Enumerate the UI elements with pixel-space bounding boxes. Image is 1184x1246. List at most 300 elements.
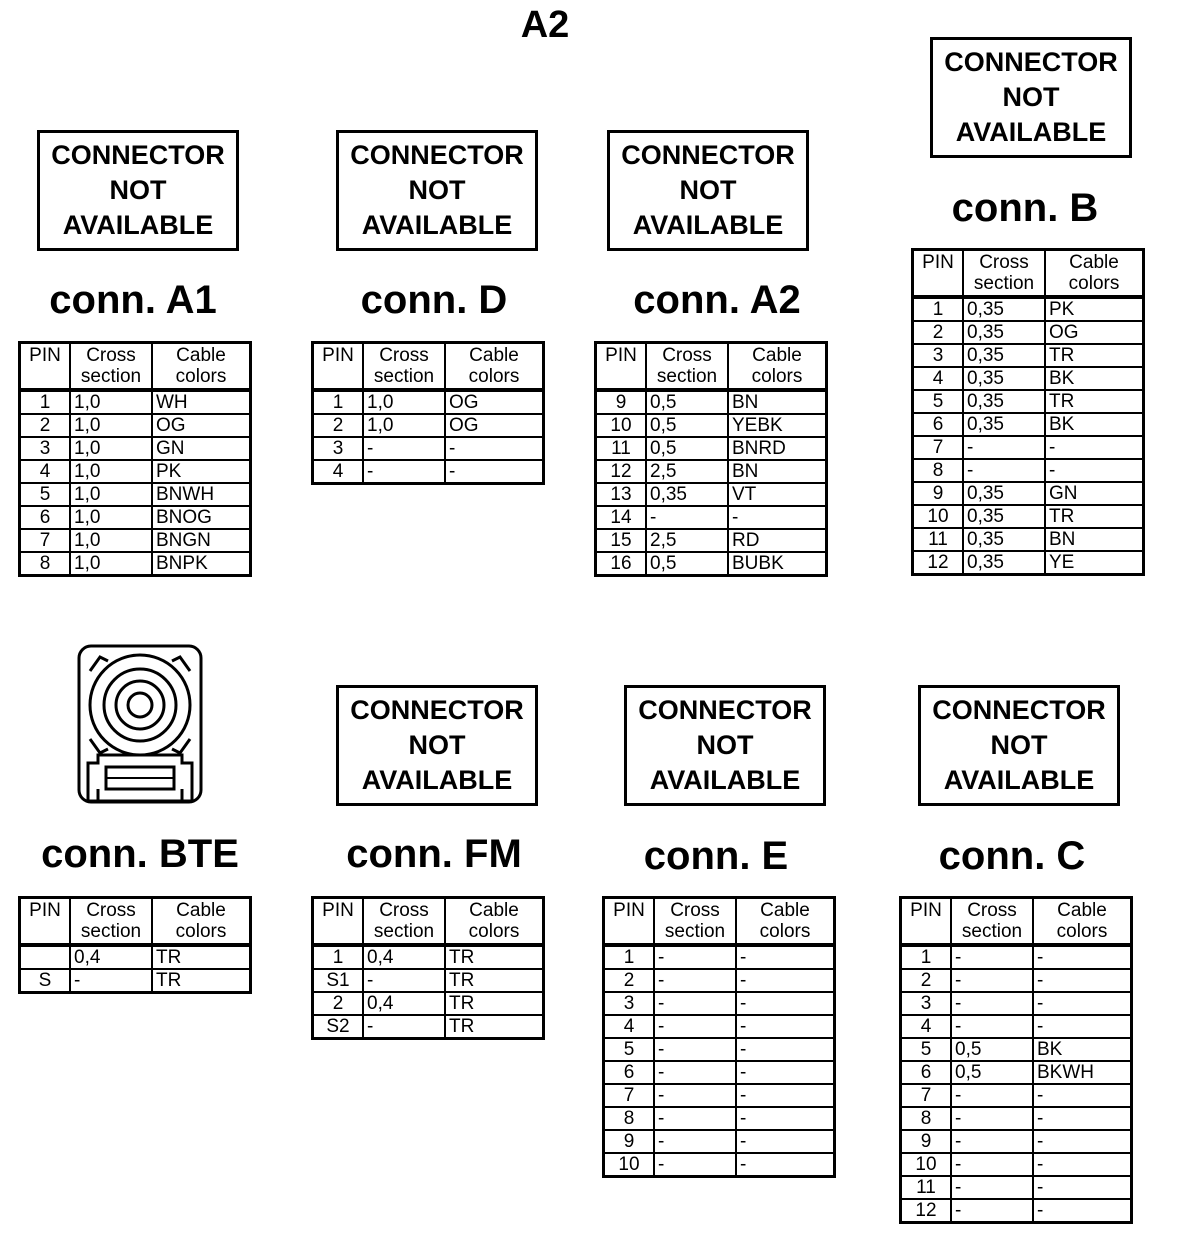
table-row: [596, 529, 827, 552]
pin-cell: 10: [604, 1153, 655, 1177]
table-row: [20, 437, 251, 460]
header-cable-2: colors: [1056, 921, 1108, 942]
header-cross-1: Cross: [86, 900, 136, 921]
table-row: [596, 414, 827, 437]
pin-table-b: [911, 248, 1145, 576]
cross-section-cell: -: [654, 1153, 736, 1177]
connector-not-available-d: [336, 130, 538, 251]
pin-cell: 4: [313, 460, 364, 484]
cable-color-cell: -: [736, 945, 835, 969]
table-row: [901, 1130, 1132, 1153]
pin-cell: 9: [901, 1130, 952, 1153]
header-cable-colors: [152, 343, 251, 391]
header-cable-1: Cable: [469, 900, 519, 921]
pin-cell: 6: [901, 1061, 952, 1084]
pin-cell: S2: [313, 1015, 364, 1039]
cross-section-cell: -: [951, 1107, 1033, 1130]
cross-section-cell: 0,5: [646, 390, 728, 414]
header-cross-2: section: [80, 366, 142, 387]
header-cross-1: Cross: [379, 345, 429, 366]
na-line: AVAILABLE: [62, 210, 214, 240]
table-row: [913, 436, 1144, 459]
cross-section-cell: 0,35: [963, 321, 1045, 344]
pin-cell: 12: [913, 551, 964, 575]
cable-color-cell: BNOG: [152, 506, 251, 529]
table-row: [596, 437, 827, 460]
pin-cell: S1: [313, 969, 364, 992]
table-row: [313, 437, 544, 460]
pin-cell: 16: [596, 552, 647, 576]
pin-cell: 10: [901, 1153, 952, 1176]
cross-section-cell: 0,5: [951, 1061, 1033, 1084]
header-cross-1: Cross: [662, 345, 712, 366]
header-cross-2: section: [961, 921, 1023, 942]
cross-section-cell: -: [951, 1084, 1033, 1107]
cross-section-cell: -: [951, 969, 1033, 992]
na-line: AVAILABLE: [955, 117, 1107, 147]
na-line: CONNECTOR: [51, 140, 225, 170]
cable-color-cell: -: [1033, 945, 1132, 969]
cable-color-cell: -: [1033, 1199, 1132, 1223]
table-row: [20, 969, 251, 993]
table-row: [901, 969, 1132, 992]
cable-color-cell: -: [1033, 1176, 1132, 1199]
header-cross-section: [363, 343, 445, 391]
cable-color-cell: -: [1033, 969, 1132, 992]
cable-color-cell: TR: [1045, 505, 1144, 528]
pin-cell: 6: [604, 1061, 655, 1084]
cable-color-cell: -: [736, 1107, 835, 1130]
na-line: NOT: [679, 175, 737, 205]
cross-section-cell: -: [654, 1015, 736, 1038]
connector-not-available-b: [930, 37, 1132, 158]
table-row: [604, 969, 835, 992]
header-cable-colors: [728, 343, 827, 391]
table-row: [313, 992, 544, 1015]
cable-color-cell: -: [736, 1061, 835, 1084]
na-line: NOT: [408, 175, 466, 205]
cable-color-cell: TR: [152, 945, 251, 969]
cross-section-cell: 0,4: [363, 945, 445, 969]
connector-not-available-a2: [607, 130, 809, 251]
cable-color-cell: BNGN: [152, 529, 251, 552]
table-row: [604, 1061, 835, 1084]
pin-table-bte: [18, 896, 252, 994]
cross-section-cell: 1,0: [363, 414, 445, 437]
cable-color-cell: YE: [1045, 551, 1144, 575]
pin-cell: 8: [604, 1107, 655, 1130]
cross-section-cell: 0,35: [963, 297, 1045, 321]
header-cable-2: colors: [468, 921, 520, 942]
pin-cell: 7: [913, 436, 964, 459]
table-header-row: [313, 898, 544, 946]
na-line: AVAILABLE: [943, 765, 1095, 795]
cable-color-cell: OG: [445, 390, 544, 414]
conn-fm-title: conn. FM: [346, 832, 522, 876]
cross-section-cell: -: [951, 1130, 1033, 1153]
cross-section-cell: -: [654, 945, 736, 969]
header-cable-colors: [152, 898, 251, 946]
pin-cell: 1: [604, 945, 655, 969]
table-header-row: [20, 343, 251, 391]
cable-color-cell: TR: [1045, 390, 1144, 413]
pin-table-d: [311, 341, 545, 485]
table-row: [596, 460, 827, 483]
cross-section-cell: 0,5: [646, 437, 728, 460]
cross-section-cell: -: [951, 1176, 1033, 1199]
table-row: [901, 1038, 1132, 1061]
cable-color-cell: -: [1045, 459, 1144, 482]
table-row: [913, 367, 1144, 390]
cross-section-cell: -: [363, 460, 445, 484]
cable-color-cell: -: [736, 969, 835, 992]
cable-color-cell: -: [1033, 1084, 1132, 1107]
cross-section-cell: -: [654, 1061, 736, 1084]
cable-color-cell: BNWH: [152, 483, 251, 506]
cross-section-cell: -: [951, 1199, 1033, 1223]
header-cross-section: [654, 898, 736, 946]
cable-color-cell: BUBK: [728, 552, 827, 576]
pin-cell: 3: [604, 992, 655, 1015]
cable-color-cell: BK: [1045, 413, 1144, 436]
header-cross-section: [646, 343, 728, 391]
cable-color-cell: -: [1033, 1153, 1132, 1176]
cross-section-cell: 2,5: [646, 529, 728, 552]
connector-not-available-c: [918, 685, 1120, 806]
cross-section-cell: 0,35: [963, 551, 1045, 575]
pin-cell: 5: [913, 390, 964, 413]
na-line: AVAILABLE: [649, 765, 801, 795]
cable-color-cell: -: [1033, 1107, 1132, 1130]
pin-cell: 9: [604, 1130, 655, 1153]
pin-cell: 14: [596, 506, 647, 529]
pin-cell: 3: [901, 992, 952, 1015]
cable-color-cell: TR: [445, 992, 544, 1015]
cross-section-cell: -: [963, 459, 1045, 482]
table-row: [901, 1061, 1132, 1084]
cable-color-cell: BN: [728, 460, 827, 483]
cross-section-cell: -: [951, 1153, 1033, 1176]
cross-section-cell: 1,0: [70, 529, 152, 552]
pin-cell: 8: [913, 459, 964, 482]
table-row: [913, 413, 1144, 436]
na-line: AVAILABLE: [361, 210, 513, 240]
pin-table-c: [899, 896, 1133, 1224]
pin-table-fm: [311, 896, 545, 1040]
na-line: AVAILABLE: [361, 765, 513, 795]
table-row: [20, 414, 251, 437]
cross-section-cell: 1,0: [70, 390, 152, 414]
cable-color-cell: BKWH: [1033, 1061, 1132, 1084]
pin-cell: 8: [20, 552, 71, 576]
table-row: [596, 483, 827, 506]
cross-section-cell: -: [654, 1130, 736, 1153]
cross-section-cell: 0,4: [70, 945, 152, 969]
table-row: [313, 1015, 544, 1039]
na-line: NOT: [109, 175, 167, 205]
header-cable-1: Cable: [1057, 900, 1107, 921]
conn-a1-title: conn. A1: [49, 278, 217, 322]
pin-cell: 5: [20, 483, 71, 506]
cable-color-cell: BN: [1045, 528, 1144, 551]
pin-cell: 10: [913, 505, 964, 528]
header-cable-colors: [736, 898, 835, 946]
pin-cell: 2: [313, 414, 364, 437]
pin-cell: 1: [313, 390, 364, 414]
cable-color-cell: YEBK: [728, 414, 827, 437]
header-pin: PIN: [596, 343, 647, 391]
pin-cell: [20, 945, 71, 969]
cable-color-cell: -: [736, 1130, 835, 1153]
pin-cell: 7: [604, 1084, 655, 1107]
table-header-row: [596, 343, 827, 391]
pin-table-a1: [18, 341, 252, 577]
table-row: [901, 1084, 1132, 1107]
table-row: [596, 506, 827, 529]
header-pin: PIN: [901, 898, 952, 946]
conn-b-title: conn. B: [951, 186, 1099, 230]
pin-cell: 11: [913, 528, 964, 551]
conn-e-title: conn. E: [643, 834, 789, 878]
header-pin: PIN: [20, 898, 71, 946]
header-cross-2: section: [373, 366, 435, 387]
header-cross-2: section: [373, 921, 435, 942]
header-cross-1: Cross: [379, 900, 429, 921]
cable-color-cell: BN: [728, 390, 827, 414]
table-row: [913, 528, 1144, 551]
conn-c-title: conn. C: [938, 834, 1086, 878]
cable-color-cell: -: [728, 506, 827, 529]
cable-color-cell: -: [445, 437, 544, 460]
header-cross-section: [951, 898, 1033, 946]
header-cable-2: colors: [175, 921, 227, 942]
na-line: CONNECTOR: [621, 140, 795, 170]
cross-section-cell: 0,35: [963, 344, 1045, 367]
table-header-row: [901, 898, 1132, 946]
cable-color-cell: WH: [152, 390, 251, 414]
table-row: [20, 506, 251, 529]
table-row: [913, 390, 1144, 413]
cross-section-cell: 0,5: [646, 552, 728, 576]
cross-section-cell: -: [963, 436, 1045, 459]
pin-cell: 11: [596, 437, 647, 460]
cross-section-cell: 0,35: [963, 413, 1045, 436]
cable-color-cell: TR: [445, 969, 544, 992]
cross-section-cell: 0,35: [963, 390, 1045, 413]
table-header-row: [313, 343, 544, 391]
table-row: [20, 945, 251, 969]
na-line: NOT: [696, 730, 754, 760]
cable-color-cell: OG: [152, 414, 251, 437]
table-row: [604, 1084, 835, 1107]
table-row: [604, 1038, 835, 1061]
cable-color-cell: GN: [152, 437, 251, 460]
table-row: [604, 945, 835, 969]
pin-cell: 2: [20, 414, 71, 437]
table-row: [20, 483, 251, 506]
table-row: [901, 1153, 1132, 1176]
cable-color-cell: BK: [1045, 367, 1144, 390]
cable-color-cell: OG: [1045, 321, 1144, 344]
header-cross-2: section: [80, 921, 142, 942]
cross-section-cell: -: [654, 992, 736, 1015]
cross-section-cell: 0,5: [951, 1038, 1033, 1061]
na-line: NOT: [990, 730, 1048, 760]
cable-color-cell: VT: [728, 483, 827, 506]
cable-color-cell: -: [736, 1153, 835, 1177]
na-line: NOT: [408, 730, 466, 760]
table-row: [913, 321, 1144, 344]
pin-cell: 1: [313, 945, 364, 969]
connector-not-available-e: [624, 685, 826, 806]
header-cross-2: section: [656, 366, 718, 387]
table-row: [313, 969, 544, 992]
cable-color-cell: GN: [1045, 482, 1144, 505]
pin-cell: 1: [913, 297, 964, 321]
conn-d-title: conn. D: [360, 278, 508, 322]
cable-color-cell: TR: [152, 969, 251, 993]
pin-cell: 6: [20, 506, 71, 529]
header-cross-2: section: [973, 273, 1035, 294]
cross-section-cell: -: [654, 1084, 736, 1107]
na-line: NOT: [1002, 82, 1060, 112]
conn-bte-title: conn. BTE: [41, 832, 239, 876]
header-cable-1: Cable: [469, 345, 519, 366]
table-header-row: [913, 250, 1144, 298]
cable-color-cell: BNPK: [152, 552, 251, 576]
pin-cell: 5: [901, 1038, 952, 1061]
header-pin: PIN: [604, 898, 655, 946]
cross-section-cell: 0,35: [646, 483, 728, 506]
cross-section-cell: 1,0: [70, 506, 152, 529]
cross-section-cell: 1,0: [70, 437, 152, 460]
cable-color-cell: TR: [445, 1015, 544, 1039]
header-cross-1: Cross: [967, 900, 1017, 921]
cable-color-cell: BK: [1033, 1038, 1132, 1061]
pin-cell: 4: [20, 460, 71, 483]
table-row: [20, 529, 251, 552]
header-cable-colors: [1033, 898, 1132, 946]
table-row: [313, 390, 544, 414]
pin-cell: 12: [901, 1199, 952, 1223]
pin-cell: 7: [20, 529, 71, 552]
cross-section-cell: -: [646, 506, 728, 529]
table-row: [20, 552, 251, 576]
cable-color-cell: -: [1033, 1130, 1132, 1153]
header-cable-2: colors: [175, 366, 227, 387]
cable-color-cell: RD: [728, 529, 827, 552]
cross-section-cell: 2,5: [646, 460, 728, 483]
cable-color-cell: PK: [1045, 297, 1144, 321]
table-row: [901, 1199, 1132, 1223]
cross-section-cell: -: [363, 1015, 445, 1039]
header-cable-colors: [445, 898, 544, 946]
table-row: [596, 552, 827, 576]
cross-section-cell: 0,35: [963, 367, 1045, 390]
cross-section-cell: -: [654, 969, 736, 992]
pin-cell: S: [20, 969, 71, 993]
pin-cell: 13: [596, 483, 647, 506]
pin-cell: 9: [913, 482, 964, 505]
na-line: AVAILABLE: [632, 210, 784, 240]
cable-color-cell: BNRD: [728, 437, 827, 460]
cross-section-cell: 0,35: [963, 482, 1045, 505]
cross-section-cell: 0,35: [963, 505, 1045, 528]
table-row: [20, 390, 251, 414]
cross-section-cell: 1,0: [70, 552, 152, 576]
header-cable-1: Cable: [1069, 252, 1119, 273]
connector-not-available-a1: [37, 130, 239, 251]
header-cross-1: Cross: [86, 345, 136, 366]
cross-section-cell: 0,35: [963, 528, 1045, 551]
pin-cell: 1: [901, 945, 952, 969]
header-cable-1: Cable: [752, 345, 802, 366]
header-cable-colors: [445, 343, 544, 391]
cross-section-cell: -: [363, 437, 445, 460]
cross-section-cell: -: [70, 969, 152, 993]
cross-section-cell: -: [951, 992, 1033, 1015]
pin-cell: 1: [20, 390, 71, 414]
connector-not-available-fm: [336, 685, 538, 806]
pin-cell: 4: [901, 1015, 952, 1038]
table-row: [901, 992, 1132, 1015]
na-line: CONNECTOR: [944, 47, 1118, 77]
table-header-row: [20, 898, 251, 946]
table-row: [604, 1130, 835, 1153]
bte-connector-icon: [76, 643, 204, 805]
table-row: [313, 945, 544, 969]
cross-section-cell: -: [951, 1015, 1033, 1038]
pin-cell: 4: [913, 367, 964, 390]
pin-cell: 3: [313, 437, 364, 460]
table-row: [604, 1107, 835, 1130]
pin-cell: 10: [596, 414, 647, 437]
pin-cell: 6: [913, 413, 964, 436]
header-cable-colors: [1045, 250, 1144, 298]
pin-cell: 3: [913, 344, 964, 367]
pin-cell: 2: [913, 321, 964, 344]
cable-color-cell: PK: [152, 460, 251, 483]
table-row: [604, 992, 835, 1015]
pin-cell: 2: [901, 969, 952, 992]
header-pin: PIN: [913, 250, 964, 298]
cable-color-cell: -: [1033, 992, 1132, 1015]
table-row: [901, 1176, 1132, 1199]
cable-color-cell: TR: [1045, 344, 1144, 367]
pin-cell: 9: [596, 390, 647, 414]
cable-color-cell: OG: [445, 414, 544, 437]
pin-cell: 3: [20, 437, 71, 460]
header-cross-2: section: [664, 921, 726, 942]
table-row: [604, 1015, 835, 1038]
pin-cell: 8: [901, 1107, 952, 1130]
cross-section-cell: 1,0: [70, 483, 152, 506]
table-row: [604, 1153, 835, 1177]
pin-cell: 15: [596, 529, 647, 552]
header-cross-section: [70, 898, 152, 946]
pin-cell: 12: [596, 460, 647, 483]
table-row: [20, 460, 251, 483]
cable-color-cell: -: [736, 1038, 835, 1061]
cross-section-cell: 0,4: [363, 992, 445, 1015]
header-cross-section: [363, 898, 445, 946]
pin-cell: 5: [604, 1038, 655, 1061]
table-row: [913, 482, 1144, 505]
cross-section-cell: 1,0: [70, 460, 152, 483]
cross-section-cell: -: [363, 969, 445, 992]
pin-cell: 2: [604, 969, 655, 992]
header-cable-2: colors: [751, 366, 803, 387]
